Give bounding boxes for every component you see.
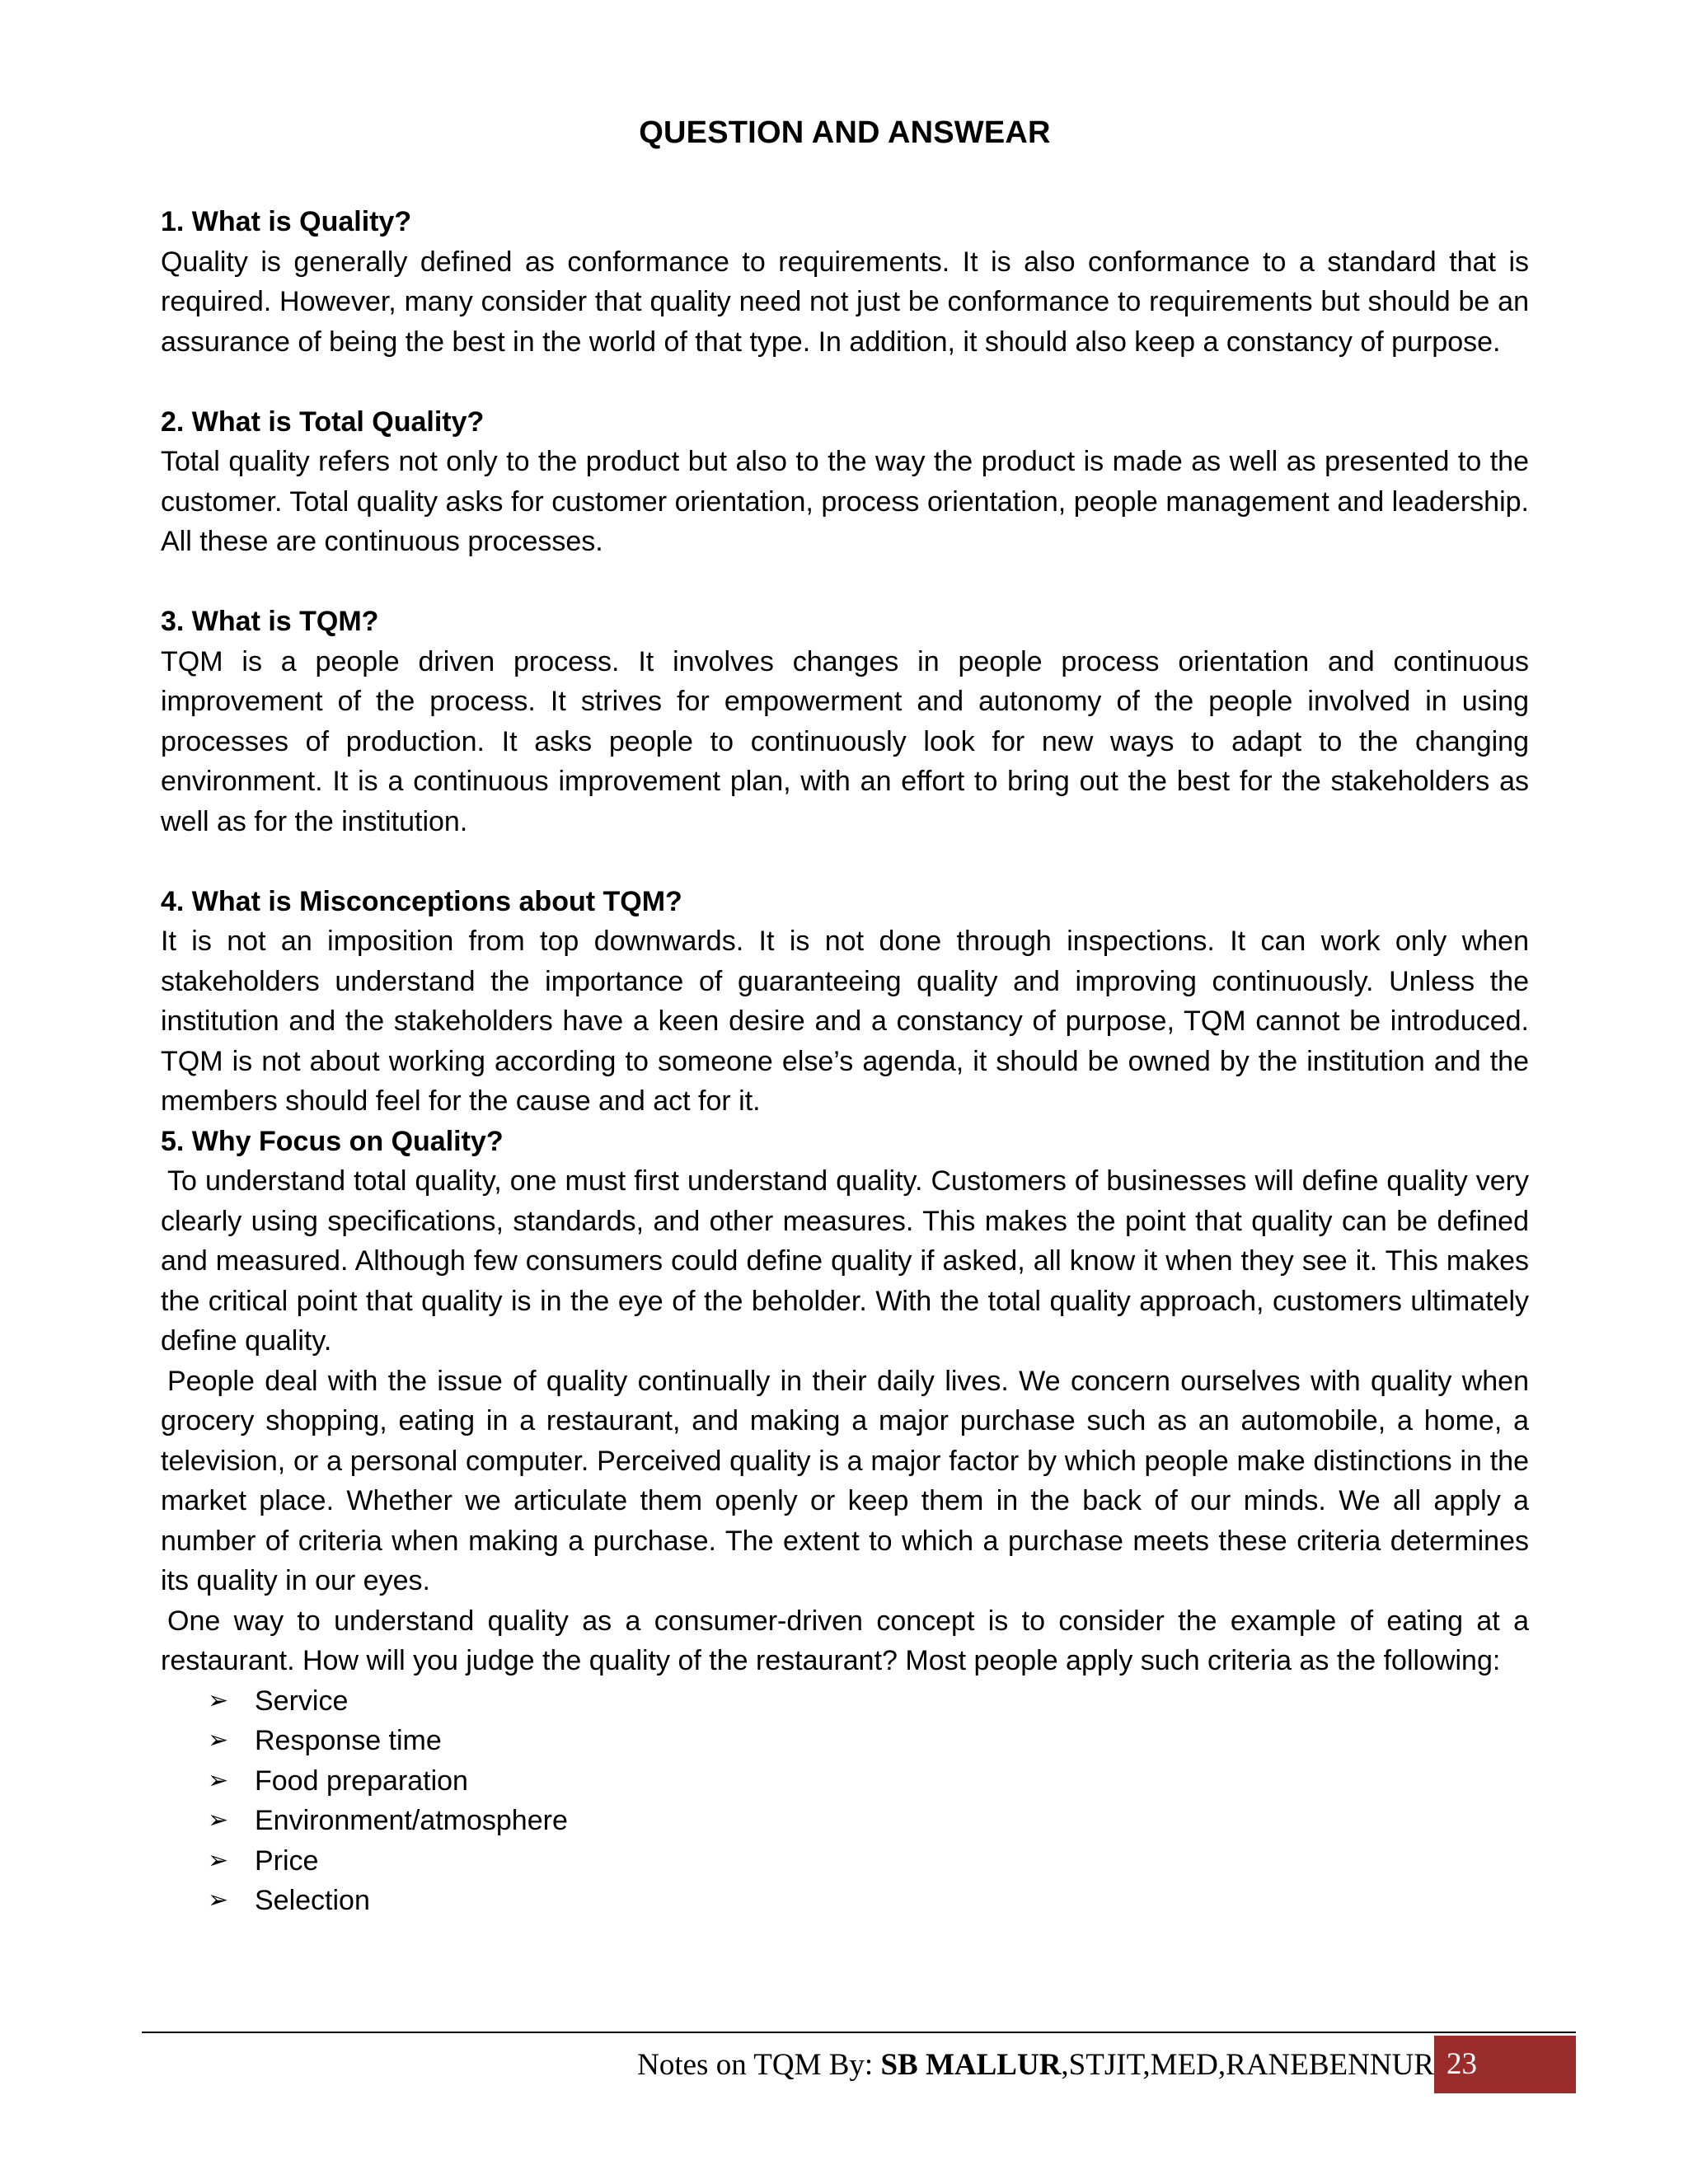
question-3-heading: 3. What is TQM? xyxy=(161,606,379,637)
qa-content xyxy=(161,202,1529,1921)
list-item-label: Price xyxy=(255,1844,319,1877)
answer-4: It is not an imposition from top downwards. It is not done through inspections. It can work only when stakeholders understand the importance of guaranteeing quality and improving continuously. Unless the institution and the stakeholders have a keen desire and a constancy of purpose, TQM cannot be introduced. TQM is not about working according to someone else’s agenda, it should be owned by the institution and the members should feel for the cause and act for it. xyxy=(161,926,1529,1117)
list-item-label: Food preparation xyxy=(255,1765,468,1797)
question-1-heading: 1. What is Quality? xyxy=(161,206,412,237)
list-item xyxy=(208,1881,1529,1921)
document-page xyxy=(161,115,1529,1921)
arrow-bullet-icon: ➢ xyxy=(208,1845,229,1875)
question-4-heading: 4. What is Misconceptions about TQM? xyxy=(161,885,682,917)
spacer xyxy=(161,362,1529,402)
page-title: QUESTION AND ANSWEAR xyxy=(639,115,1051,150)
footer-divider xyxy=(142,2032,1576,2033)
criteria-list xyxy=(161,1681,1529,1921)
answer-5-paragraph-2: People deal with the issue of quality continually in their daily lives. We concern ourselves with quality when grocery shopping, eating in a restaurant, and making a major purchase such as an automobile, a home, a television, or a personal computer. Perceived quality is a major factor by which people make distinctions in the market place. Whether we articulate them openly or keep them in the back of our minds. We all apply a number of criteria when making a purchase. The extent to which a purchase meets these criteria determines its quality in our eyes. xyxy=(161,1365,1529,1596)
arrow-bullet-icon: ➢ xyxy=(208,1806,229,1835)
question-5-heading: 5. Why Focus on Quality? xyxy=(161,1125,504,1157)
footer-author: SB MALLUR xyxy=(880,2048,1062,2082)
list-item xyxy=(208,1761,1529,1802)
list-item-label: Service xyxy=(255,1685,349,1717)
answer-3: TQM is a people driven process. It involves changes in people process orientation and continuous improvement of the process. It strives for empowerment and autonomy of the people involved in using processes of production. It asks people to continuously look for new ways to adapt to the changing environment. It is a continuous improvement plan, with an effort to bring out the best for the stakeholders as well as for the institution. xyxy=(161,645,1529,837)
arrow-bullet-icon: ➢ xyxy=(208,1765,229,1795)
list-item-label: Response time xyxy=(255,1725,442,1756)
spacer xyxy=(161,562,1529,602)
footer-prefix: Notes on TQM By: xyxy=(637,2048,881,2082)
footer-suffix: ,STJIT,MED,RANEBENNUR xyxy=(1061,2048,1434,2082)
answer-5-paragraph-3: One way to understand quality as a consumer-driven concept is to consider the example of eating at a restaurant. How will you judge the quality of the restaurant? Most people apply such criteria as the following: xyxy=(161,1605,1529,1676)
arrow-bullet-icon: ➢ xyxy=(208,1886,229,1915)
page-number: 23 xyxy=(1434,2036,1576,2093)
list-item-label: Environment/atmosphere xyxy=(255,1805,568,1836)
answer-2: Total quality refers not only to the product but also to the way the product is made as well as presented to the customer. Total quality asks for customer orientation, process orientation, people management and leadership. All these are continuous processes. xyxy=(161,446,1529,557)
list-item xyxy=(208,1721,1529,1761)
list-item xyxy=(208,1841,1529,1882)
list-item xyxy=(208,1681,1529,1722)
answer-5-paragraph-1: To understand total quality, one must first understand quality. Customers of businesses will define quality very clearly using specifications, standards, and other measures. This makes the point that quality can be defined and measured. Although few consumers could define quality if asked, all know it when they see it. This makes the critical point that quality is in the eye of the beholder. With the total quality approach, customers ultimately define quality. xyxy=(161,1165,1529,1357)
list-item xyxy=(208,1801,1529,1841)
arrow-bullet-icon: ➢ xyxy=(208,1726,229,1755)
page-footer xyxy=(0,2036,1688,2093)
answer-1: Quality is generally defined as conformance to requirements. It is also conformance to a standard that is required. However, many consider that quality need not just be conformance to requirements but should be an assurance of being the best in the world of that type. In addition, it should also keep a constancy of purpose. xyxy=(161,246,1529,358)
list-item-label: Selection xyxy=(255,1885,370,1916)
arrow-bullet-icon: ➢ xyxy=(208,1685,229,1715)
spacer xyxy=(161,841,1529,882)
question-2-heading: 2. What is Total Quality? xyxy=(161,405,485,438)
footer-credit xyxy=(637,2047,1434,2083)
